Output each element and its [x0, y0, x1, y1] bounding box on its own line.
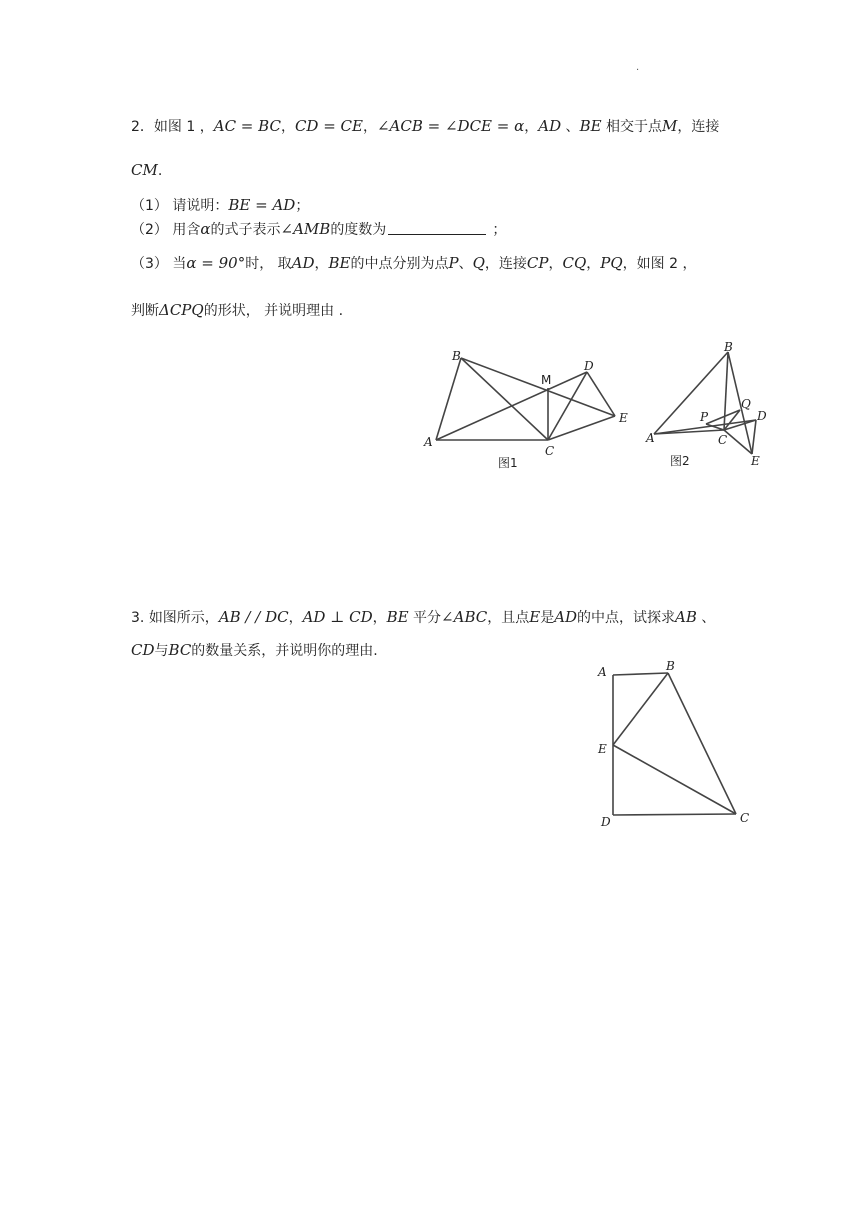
text: 当: [172, 256, 187, 272]
text: 、: [696, 610, 716, 626]
problem2-statement-line1: [131, 116, 719, 137]
text: ，: [372, 610, 387, 626]
fig1-label-m: M: [541, 373, 552, 387]
math-alpha-90: α = 90°: [186, 254, 246, 272]
text: ；: [295, 198, 310, 214]
text: 请说明：: [172, 198, 229, 214]
text: ，: [280, 119, 295, 135]
question-number: （1）: [131, 198, 168, 214]
fig2-label-d: D: [757, 409, 767, 423]
text: ，: [314, 256, 329, 272]
problem2-question1: [131, 195, 309, 216]
text: 、: [561, 119, 580, 135]
fig3-label-c: C: [740, 811, 750, 825]
text: 相交于点: [601, 119, 662, 135]
fig2-label-b: B: [724, 340, 733, 354]
problem3-statement-line1: [131, 607, 715, 628]
text: 时， 取: [245, 256, 292, 272]
problem-number: 2．: [131, 119, 154, 135]
math-ad-perp-cd: AD ⊥ CD: [302, 608, 373, 626]
math-m: M: [662, 117, 678, 135]
text: 的数量关系，并说明你的理由.: [191, 643, 378, 659]
math-e: E: [529, 608, 541, 626]
text: 判断: [131, 303, 159, 319]
math-ab-parallel-dc: AB / / DC: [218, 608, 289, 626]
math-be: BE: [386, 608, 409, 626]
fig2-label-p: P: [700, 410, 709, 424]
text: 如图 1 ，: [153, 119, 214, 135]
fig1-label-c: C: [545, 444, 555, 458]
math-alpha: α: [200, 220, 211, 238]
math-be-eq-ad: BE = AD: [228, 196, 296, 214]
fig3-label-e: E: [598, 742, 607, 756]
text: 的度数为: [330, 222, 387, 238]
math-cp: CP: [526, 254, 549, 272]
fig1-label-a: A: [424, 435, 433, 449]
fig2-label-q: Q: [741, 397, 751, 411]
text: ，: [362, 119, 377, 135]
fig2-caption: 图2: [670, 454, 690, 468]
question-number: （2）: [131, 222, 168, 238]
figure1-lines: [436, 358, 615, 440]
math-ab: AB: [675, 608, 697, 626]
text: 用含: [172, 222, 201, 238]
text: 的形状， 并说明理由 .: [203, 303, 344, 319]
problem3-statement-line2: [131, 640, 378, 661]
text: 如图所示，: [148, 610, 219, 626]
text: ，: [586, 256, 601, 272]
math-angle-amb: ∠AMB: [280, 220, 331, 238]
math-cd: CD: [131, 641, 155, 659]
text: 的中点分别为点: [350, 256, 449, 272]
text: ，且点: [487, 610, 530, 626]
fig2-label-a: A: [646, 431, 655, 445]
figure2-lines: [654, 352, 756, 454]
math-ad: AD: [538, 117, 562, 135]
math-p: P: [448, 254, 459, 272]
text: 、: [458, 256, 473, 272]
fig3-label-b: B: [666, 659, 675, 673]
figure3-lines: [613, 673, 736, 815]
math-cd-eq-ce: CD = CE: [294, 117, 363, 135]
fig3-label-a: A: [598, 665, 607, 679]
text: 是: [540, 610, 555, 626]
math-cq: CQ: [562, 254, 587, 272]
fig1-caption: 图1: [498, 456, 518, 470]
math-ad: AD: [291, 254, 315, 272]
problem2-statement-line2: [131, 160, 162, 181]
math-q: Q: [472, 254, 485, 272]
question-number: （3）: [131, 256, 168, 272]
text: ，连接: [484, 256, 527, 272]
fig1-label-e: E: [619, 411, 628, 425]
fig2-label-e: E: [751, 454, 760, 468]
text: 的中点，试探求: [577, 610, 676, 626]
math-angle-abc: ∠ABC: [441, 608, 488, 626]
math-pq: PQ: [600, 254, 623, 272]
math-angle-equality: ∠ACB = ∠DCE = α: [376, 117, 525, 135]
text: ，: [524, 119, 539, 135]
text: ，: [288, 610, 303, 626]
problem2-question3-line2: [131, 300, 343, 321]
fig1-label-b: B: [452, 349, 461, 363]
text: 平分: [408, 610, 442, 626]
math-bc: BC: [168, 641, 192, 659]
text: .: [157, 163, 163, 179]
problem2-question3-line1: [131, 253, 696, 274]
math-ac-eq-bc: AC = BC: [213, 117, 281, 135]
answer-blank[interactable]: [388, 220, 486, 235]
text: ；: [492, 222, 507, 238]
text: ，连接: [677, 119, 720, 135]
math-ad: AD: [554, 608, 578, 626]
header-dot: .: [636, 62, 640, 73]
text: 与: [154, 643, 169, 659]
problem2-question2: [131, 219, 506, 240]
text: ，: [548, 256, 563, 272]
text: 的式子表示: [210, 222, 281, 238]
text: ，如图 2 ，: [622, 256, 697, 272]
math-triangle-cpq: ΔCPQ: [159, 301, 204, 319]
fig2-label-c: C: [718, 433, 728, 447]
fig1-label-d: D: [584, 359, 594, 373]
problem-number: 3.: [131, 610, 149, 626]
math-be: BE: [579, 117, 602, 135]
math-cm: CM: [131, 161, 158, 179]
math-be: BE: [328, 254, 351, 272]
fig3-label-d: D: [601, 815, 611, 829]
